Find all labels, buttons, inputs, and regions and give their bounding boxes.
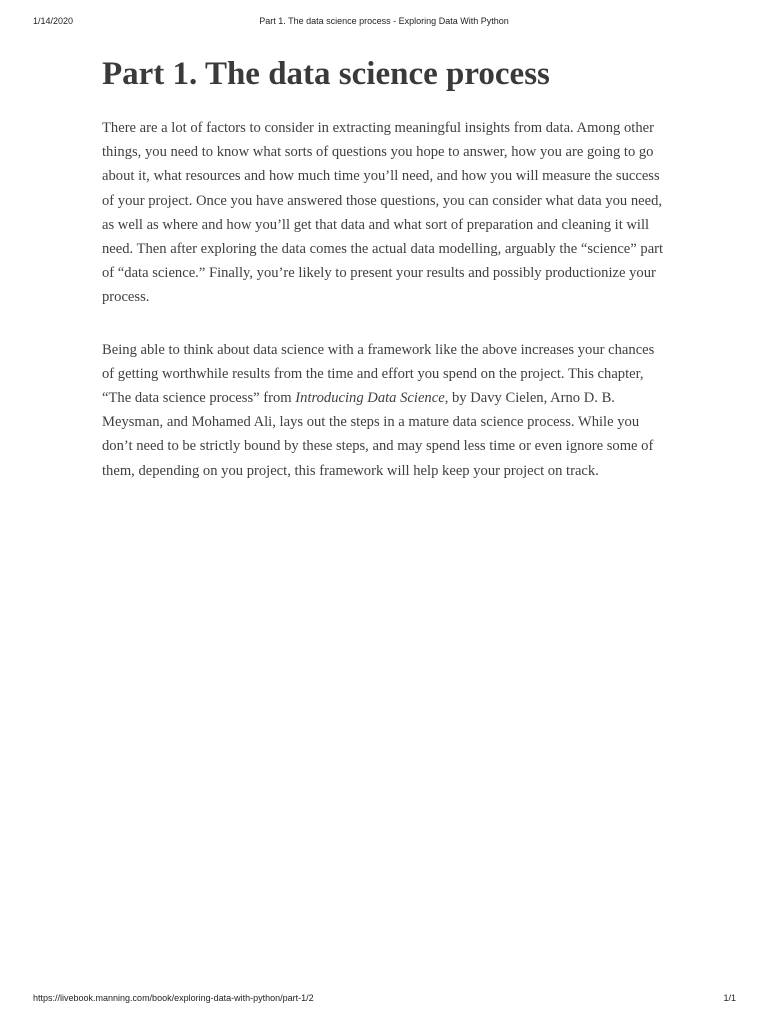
paragraph-text-before-book: Being able to think about data science with a framework like the above increases your chances of getting worthwhile results from the time and effort you spend on the project. This chapter, “The data science process” from bbox=[102, 341, 655, 407]
intro-paragraph: There are a lot of factors to consider in extracting meaningful insights from data. Among other things, you need to know what sorts of questions you hope to answer, how you are going to go about it, what resources and how much time you’ll need, and how you will measure the success of your project. Once you have answered those questions, you can consider what data you need, as well as where and how you’ll get that data and what sort of preparation and cleaning it will need. Then after exploring the data comes the actual data modelling, arguably the “science” part of “data science.” Finally, you’re likely to present your results and possibly productionize your process. bbox=[102, 120, 664, 306]
page-title: Part 1. The data science process bbox=[102, 56, 550, 92]
page-url: https://livebook.manning.com/book/exploring-data-with-python/part-1/2 bbox=[33, 993, 314, 1003]
print-header bbox=[0, 16, 768, 32]
book-title: Introducing Data Science bbox=[295, 390, 445, 407]
print-date: 1/14/2020 bbox=[33, 16, 74, 26]
framework-paragraph bbox=[102, 338, 667, 483]
page-number: 1/1 bbox=[723, 993, 736, 1003]
article-content bbox=[102, 54, 667, 483]
document-title: Part 1. The data science process - Exploring Data With Python bbox=[259, 16, 509, 26]
print-footer bbox=[0, 993, 768, 1009]
paragraph-text-after-book: , by Davy Cielen, Arno D. B. Meysman, and Mohamed Ali, lays out the steps in a mature data science process. While you don’t need to be strictly bound by these steps, and may spend less time or even ignore some of them, depending on you project, this framework will help keep your project on track. bbox=[102, 390, 654, 479]
